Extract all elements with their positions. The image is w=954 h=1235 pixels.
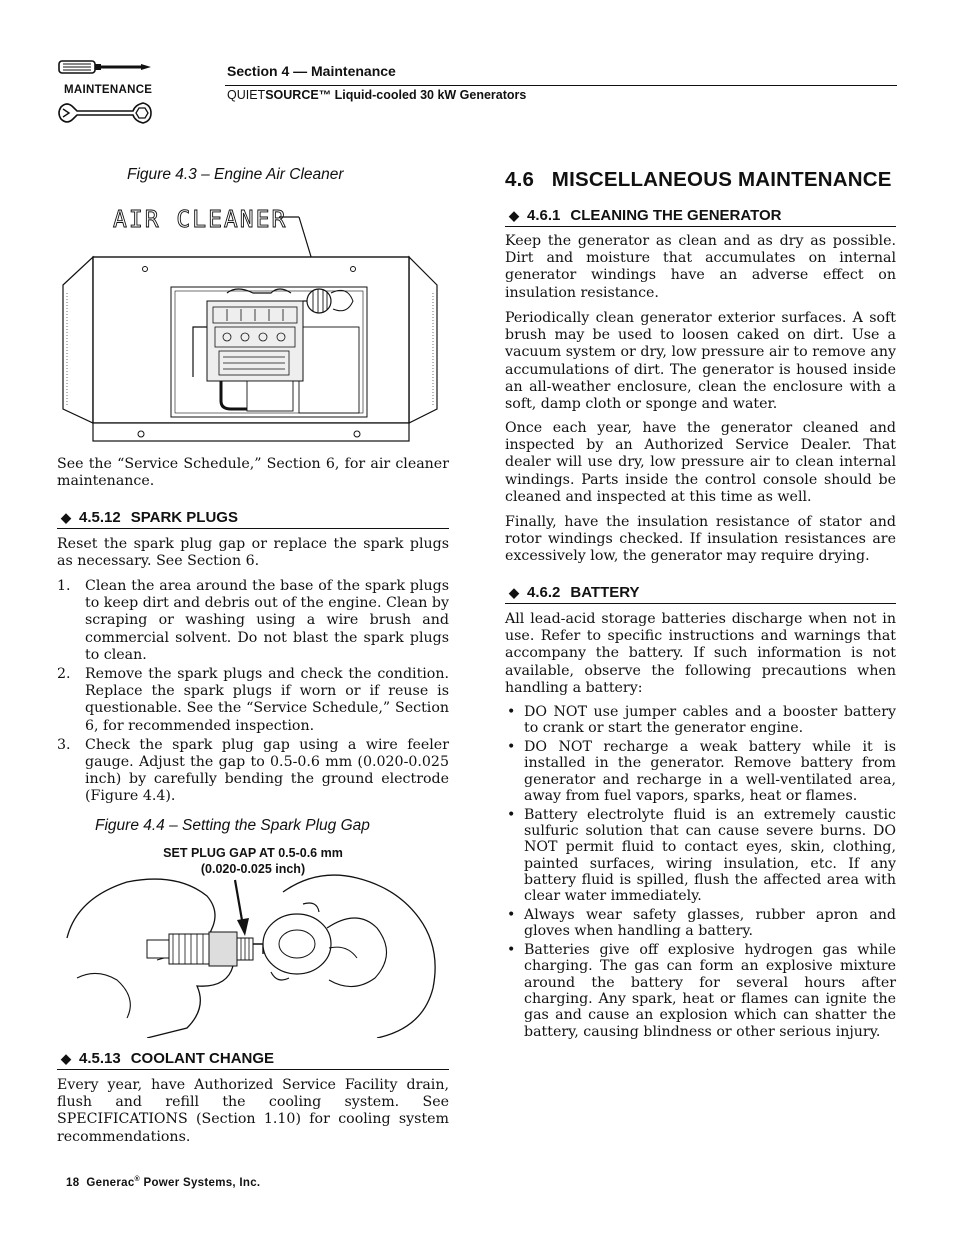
heading-4-6 <box>505 168 896 192</box>
step-text: Remove the spark plugs and check the condition. Replace the spark plugs if worn or if reuse is questionable. See the “Service Schedule,” Section 6, for recommended inspection. <box>85 666 449 734</box>
heading-title: BATTERY <box>570 584 640 601</box>
registered-mark: ® <box>134 1176 141 1183</box>
heading-4-6-1 <box>505 207 896 227</box>
bullet-text: Batteries give off explosive hydrogen gas while charging. The gas can form an explosive mixture around the battery for several hours after charging. Any spark, heat or flames can ignite the gas and cause an explosion which can shatter the battery, causing blindness or other serious injury. <box>524 942 896 1040</box>
spark-plugs-intro: Reset the spark plug gap or replace the spark plugs as necessary. See Section 6. <box>57 536 449 570</box>
bullet: • <box>507 739 516 756</box>
heading-title: CLEANING THE GENERATOR <box>570 207 782 224</box>
heading-number: 4.6 <box>505 168 535 191</box>
bullet-text: Battery electrolyte fluid is an extremely caustic sulfuric solution that can cause severe burns. DO NOT permit fluid to contact eyes, skin, clothing, painted surfaces, wiring insulation, etc. If any battery fluid is spilled, flush the affected area with clear water immediately. <box>524 806 896 905</box>
step-text: Clean the area around the base of the spark plugs to keep dirt and debris out of the engine. Clean by scraping or washing using a wire brush and commercial solvent. Do not blast the spark plugs to clean. <box>85 578 449 663</box>
header-subtitle <box>227 88 526 102</box>
footer-company: Generac <box>86 1176 135 1189</box>
page-footer <box>66 1176 260 1189</box>
header-sub-brand: SOURCE™ <box>265 88 332 102</box>
spark-plug-gap-figure <box>57 868 449 1038</box>
cleaning-para-3: Once each year, have the generator cleaned and inspected by an Authorized Service Dealer. That dealer will use dry, low pressure air to clean internal windings. Parts inside the control console should be cleaned and inspected at this time as well. <box>505 420 896 505</box>
diamond-icon: ◆ <box>509 207 519 223</box>
cleaning-para-1: Keep the generator as clean and as dry as possible. Dirt and moisture that accumulates on internal generator windings have an adverse effect on insulation resistance. <box>505 233 896 301</box>
header-sub-rest: Liquid-cooled 30 kW Generators <box>331 88 527 102</box>
step-number: 2. <box>57 666 71 683</box>
heading-4-6-2 <box>505 584 896 604</box>
list-item <box>57 737 449 806</box>
step-text: Check the spark plug gap using a wire feeler gauge. Adjust the gap to 0.5-0.6 mm (0.020-0.025 inch) by carefully bending the ground electrode (Figure 4.4). <box>85 736 449 805</box>
heading-title: COOLANT CHANGE <box>130 1050 275 1067</box>
bullet: • <box>507 806 516 823</box>
heading-4-5-12 <box>57 509 449 529</box>
diamond-icon: ◆ <box>61 1050 71 1066</box>
header-section-title: Section 4 — Maintenance <box>227 63 396 79</box>
figure-4-3-caption: Figure 4.3 – Engine Air Cleaner <box>127 166 344 183</box>
bullet-text: Always wear safety glasses, rubber apron and gloves when handling a battery. <box>524 907 896 940</box>
bullet: • <box>507 942 516 959</box>
header-rule <box>225 85 897 86</box>
list-item <box>505 704 896 737</box>
step-number: 3. <box>57 736 71 753</box>
page-number: 18 <box>66 1176 80 1189</box>
cleaning-para-4: Finally, have the insulation resistance of stator and rotor windings checked. If insulation resistances are excessively low, the generator may require drying. <box>505 514 896 565</box>
spark-gap-label-line2: (0.020-0.025 inch) <box>200 862 306 876</box>
header-sub-prefix: QUIET <box>227 88 266 102</box>
heading-title: MISCELLANEOUS MAINTENANCE <box>551 168 892 191</box>
battery-precautions <box>505 704 896 1042</box>
list-item <box>505 942 896 1040</box>
cleaning-para-2: Periodically clean generator exterior surfaces. A soft brush may be used to loosen caked on dirt. Use a vacuum system or dry, low pressure air to remove any accumulations of dirt. The generator is housed inside an all-weather enclosure, clean the enclosure with a soft, damp cloth or sponge and water. <box>505 310 896 413</box>
heading-4-5-13 <box>57 1050 449 1070</box>
air-cleaner-label: AIR CLEANER <box>113 207 288 233</box>
spark-plug-steps <box>57 578 449 808</box>
bullet-text: DO NOT use jumper cables and a booster battery to crank or start the generator engine. <box>524 704 896 737</box>
step-number: 1. <box>57 578 71 594</box>
list-item <box>57 578 449 664</box>
bullet: • <box>507 704 516 720</box>
battery-intro: All lead-acid storage batteries discharge when not in use. Refer to specific instructions and warnings that accompany the battery. If such information is not available, observe the following precautions when handling a battery: <box>505 611 896 696</box>
list-item <box>505 739 896 804</box>
air-cleaner-note: See the “Service Schedule,” Section 6, for air cleaner maintenance. <box>57 456 449 490</box>
heading-number: 4.6.1 <box>527 207 561 224</box>
list-item <box>505 807 896 905</box>
list-item <box>57 666 449 735</box>
heading-number: 4.6.2 <box>527 584 561 601</box>
spark-gap-label-line1: SET PLUG GAP AT 0.5-0.6 mm <box>163 846 343 860</box>
heading-number: 4.5.13 <box>79 1050 121 1067</box>
heading-title: SPARK PLUGS <box>130 509 238 526</box>
engine-air-cleaner-figure <box>57 197 449 445</box>
diamond-icon: ◆ <box>509 584 519 600</box>
logo-label: MAINTENANCE <box>64 84 153 96</box>
footer-company-rest: Power Systems, Inc. <box>140 1176 261 1189</box>
bullet-text: DO NOT recharge a weak battery while it is installed in the generator. Remove battery from generator and recharge in a well-ventilated area, away from fuel vapors, sparks, heat or flames. <box>524 739 896 804</box>
coolant-change-body: Every year, have Authorized Service Facility drain, flush and refill the cooling system. See SPECIFICATIONS (Section 1.10) for cooling system recommendations. <box>57 1077 449 1145</box>
diamond-icon: ◆ <box>61 509 71 525</box>
figure-4-4-caption: Figure 4.4 – Setting the Spark Plug Gap <box>95 817 370 834</box>
bullet: • <box>507 907 516 924</box>
list-item <box>505 907 896 940</box>
heading-number: 4.5.12 <box>79 509 121 526</box>
